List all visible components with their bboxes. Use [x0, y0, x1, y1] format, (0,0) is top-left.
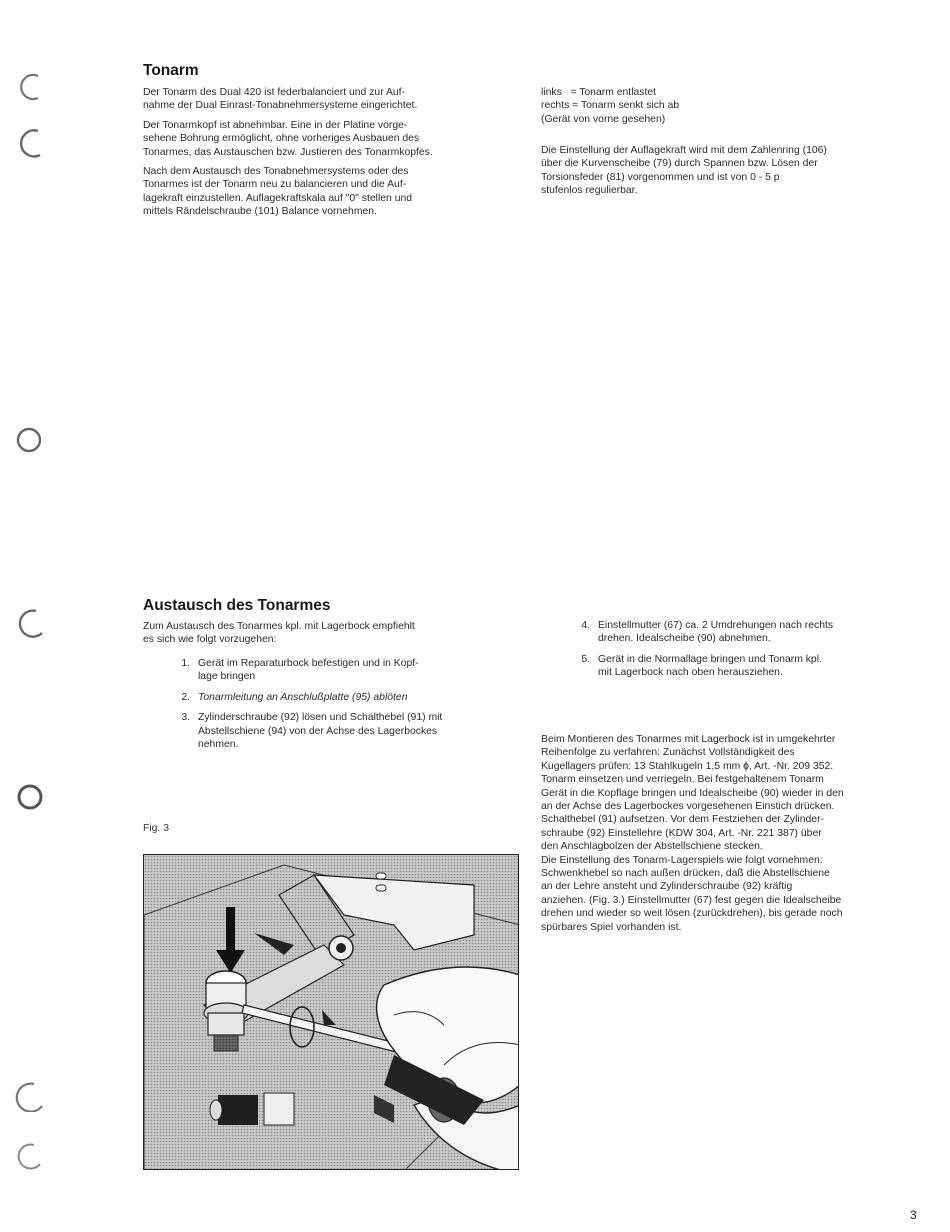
tonarm-right-text-1: links = Tonarm entlastet rechts = Tonarm senkt sich ab (Gerät von vorne gesehen) [541, 87, 680, 125]
austausch-intro: Zum Austausch des Tonarmes kpl. mit Lagerbock empfiehlt es sich wie folgt vorzugehen: [143, 621, 415, 646]
figure-label: Fig. 3 [143, 823, 169, 834]
list-item: 1. Gerät im Reparaturbock befestigen und in Kopf- lage bringen [181, 658, 419, 683]
list-item: 3. Zylinderschraube (92) lösen und Schalthebel (91) mit Abstellschiene (94) von der Achse des Lagerbockes nehmen. [181, 712, 443, 751]
montage-text: Beim Montieren des Tonarmes mit Lagerbock ist in umgekehrter Reihenfolge zu verfahren: Zunächst Vollständigkeit des Kugellagers prüfen: 13 Stahlkugeln 1,5 mm ɸ, Art. -Nr. 209 352. Tonarm einsetzen und verriegeln. Bei festgehaltenem Tonarm Gerät in die Kopflage bringen und Idealscheibe (90) wieder in den an der Achse des Lagerbockes vorgesehenen Einstich drücken. Schalthebel (91) aufsetzen. Vor dem Festziehen der Zylinder- schraube (92) Einstellehre (KDW 304, Art. -Nr. 221 387) über den Anschlagbolzen der Abstellschiene stecken. Die Einstellung des Tonarm-Lagerspiels wie folgt vornehmen: Schwenkhebel so nach außen drücken, daß die Abstellschiene an der Lehre ansteht und Zylinderschraube (92) kräftig anziehen. (Fig. 3.) Einstellmutter (67) fest gegen die Idealscheibe drehen und wieder so weit lösen (zurückdrehen), bis gerade noch spürbares Spiel vorhanden ist. [541, 734, 844, 933]
binder-hole [14, 128, 44, 158]
binder-hole [14, 72, 44, 102]
binder-hole [14, 782, 44, 812]
section-title-austausch: Austausch des Tonarmes [143, 597, 331, 614]
binder-hole [14, 1082, 44, 1112]
list-item: 2. Tonarmleitung an Anschlußplatte (95) ablöten [181, 691, 408, 703]
binder-hole [14, 425, 44, 455]
page-number: 3 [910, 1208, 917, 1222]
figure-drawing [144, 855, 519, 1170]
binder-hole [14, 608, 44, 638]
list-item: 5. Gerät in die Normallage bringen und Tonarm kpl. mit Lagerbock nach oben herausziehen. [581, 653, 822, 679]
binder-hole [14, 1142, 44, 1172]
tonarm-left-text: Der Tonarm des Dual 420 ist federbalanciert und zur Auf- nahme der Dual Einrast-Tonabnehmersysteme eingerichtet. Der Tonarmkopf ist abnehmbar. Eine in der Platine vorge- sehene Bohrung ermöglicht, ohne vorheriges Ausbauen des Tonarmes, das Austauschen bzw. Justieren des Tonarmkopfes. Nach dem Austausch des Tonabnehmersystems oder des Tonarmes ist der Tonarm neu zu balancieren und die Auf- lagekraft einzustellen. Auflagekraftskala auf "0" stellen und mittels Rändelschraube (101) Balance vornehmen. [143, 87, 433, 218]
section-title-tonarm: Tonarm [143, 62, 199, 79]
figure-3-illustration [143, 854, 519, 1170]
list-item: 4. Einstellmutter (67) ca. 2 Umdrehungen nach rechts drehen. Idealscheibe (90) abnehmen. [581, 620, 834, 645]
tonarm-right-text-2: Die Einstellung der Auflagekraft wird mit dem Zahlenring (106) über die Kurvenscheibe (79) durch Spannen bzw. Lösen der Torsionsfeder (81) vorgenommen und ist von 0 - 5 p stufenlos regulierbar. [541, 145, 827, 197]
steps-list-left [172, 657, 512, 758]
steps-list-right [572, 619, 912, 687]
